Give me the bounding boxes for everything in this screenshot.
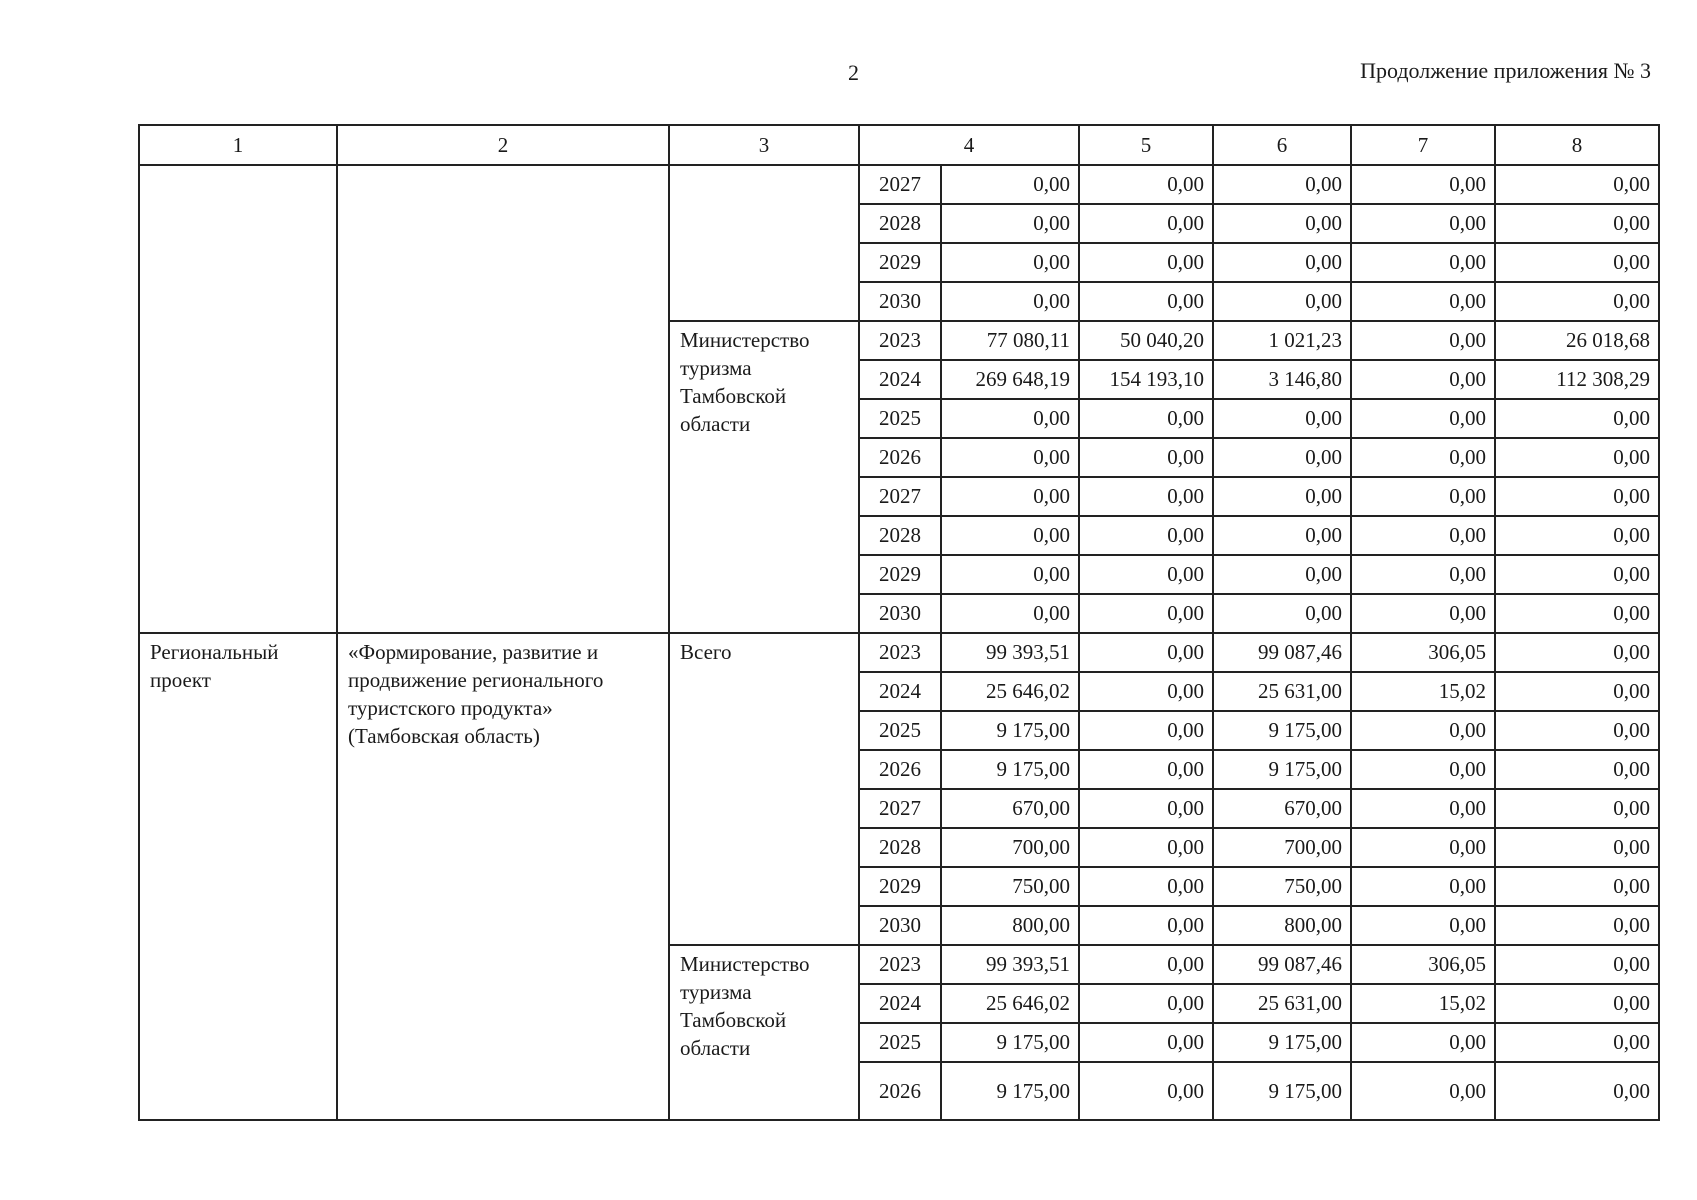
year-cell: 2023 xyxy=(859,633,941,672)
year-cell: 2030 xyxy=(859,282,941,321)
amount-cell-v6: 0,00 xyxy=(1213,477,1351,516)
column-header: 8 xyxy=(1495,125,1659,165)
amount-cell-v6: 3 146,80 xyxy=(1213,360,1351,399)
amount-cell-v8: 0,00 xyxy=(1495,789,1659,828)
amount-cell-v8: 0,00 xyxy=(1495,399,1659,438)
amount-cell-v6: 9 175,00 xyxy=(1213,711,1351,750)
amount-cell-v8: 0,00 xyxy=(1495,867,1659,906)
amount-cell-v8: 0,00 xyxy=(1495,828,1659,867)
responsible-entity-cell: Всего xyxy=(669,633,859,945)
amount-cell-v4: 9 175,00 xyxy=(941,750,1079,789)
project-type-cell: Региональный проект xyxy=(139,633,337,1120)
amount-cell-v4: 0,00 xyxy=(941,438,1079,477)
column-header: 4 xyxy=(859,125,1079,165)
amount-cell-v5: 0,00 xyxy=(1079,828,1213,867)
amount-cell-v8: 0,00 xyxy=(1495,204,1659,243)
column-header: 6 xyxy=(1213,125,1351,165)
amount-cell-v4: 0,00 xyxy=(941,594,1079,633)
column-header: 7 xyxy=(1351,125,1495,165)
amount-cell-v5: 0,00 xyxy=(1079,750,1213,789)
amount-cell-v4: 77 080,11 xyxy=(941,321,1079,360)
year-cell: 2028 xyxy=(859,516,941,555)
amount-cell-v8: 0,00 xyxy=(1495,282,1659,321)
amount-cell-v8: 0,00 xyxy=(1495,438,1659,477)
year-cell: 2030 xyxy=(859,906,941,945)
amount-cell-v6: 25 631,00 xyxy=(1213,672,1351,711)
year-cell: 2030 xyxy=(859,594,941,633)
column-header: 5 xyxy=(1079,125,1213,165)
amount-cell-v7: 0,00 xyxy=(1351,321,1495,360)
year-cell: 2027 xyxy=(859,477,941,516)
amount-cell-v8: 0,00 xyxy=(1495,477,1659,516)
amount-cell-v8: 0,00 xyxy=(1495,906,1659,945)
amount-cell-v5: 0,00 xyxy=(1079,438,1213,477)
amount-cell-v4: 670,00 xyxy=(941,789,1079,828)
amount-cell-v5: 0,00 xyxy=(1079,1062,1213,1120)
amount-cell-v5: 0,00 xyxy=(1079,165,1213,204)
amount-cell-v5: 0,00 xyxy=(1079,672,1213,711)
table-row xyxy=(139,633,1659,672)
table-body xyxy=(139,165,1659,1120)
funding-table xyxy=(138,124,1660,1121)
amount-cell-v4: 0,00 xyxy=(941,477,1079,516)
amount-cell-v7: 0,00 xyxy=(1351,906,1495,945)
amount-cell-v5: 0,00 xyxy=(1079,555,1213,594)
amount-cell-v7: 0,00 xyxy=(1351,1062,1495,1120)
amount-cell-v5: 0,00 xyxy=(1079,633,1213,672)
amount-cell-v7: 0,00 xyxy=(1351,711,1495,750)
amount-cell-v7: 0,00 xyxy=(1351,516,1495,555)
amount-cell-v7: 306,05 xyxy=(1351,945,1495,984)
amount-cell-v5: 0,00 xyxy=(1079,789,1213,828)
amount-cell-v6: 9 175,00 xyxy=(1213,750,1351,789)
amount-cell-v7: 0,00 xyxy=(1351,282,1495,321)
amount-cell-v4: 800,00 xyxy=(941,906,1079,945)
amount-cell-v4: 9 175,00 xyxy=(941,1062,1079,1120)
year-cell: 2024 xyxy=(859,984,941,1023)
amount-cell-v5: 0,00 xyxy=(1079,204,1213,243)
amount-cell-v7: 15,02 xyxy=(1351,672,1495,711)
year-cell: 2023 xyxy=(859,321,941,360)
amount-cell-v4: 0,00 xyxy=(941,165,1079,204)
year-cell: 2027 xyxy=(859,789,941,828)
amount-cell-v7: 0,00 xyxy=(1351,243,1495,282)
year-cell: 2026 xyxy=(859,438,941,477)
amount-cell-v5: 0,00 xyxy=(1079,984,1213,1023)
amount-cell-v6: 99 087,46 xyxy=(1213,945,1351,984)
amount-cell-v7: 306,05 xyxy=(1351,633,1495,672)
column-header: 1 xyxy=(139,125,337,165)
year-cell: 2028 xyxy=(859,204,941,243)
amount-cell-v6: 700,00 xyxy=(1213,828,1351,867)
amount-cell-v6: 25 631,00 xyxy=(1213,984,1351,1023)
amount-cell-v5: 0,00 xyxy=(1079,867,1213,906)
amount-cell-v5: 0,00 xyxy=(1079,516,1213,555)
amount-cell-v4: 0,00 xyxy=(941,204,1079,243)
amount-cell-v5: 0,00 xyxy=(1079,594,1213,633)
amount-cell-v5: 0,00 xyxy=(1079,1023,1213,1062)
year-cell: 2023 xyxy=(859,945,941,984)
amount-cell-v8: 0,00 xyxy=(1495,243,1659,282)
amount-cell-v7: 0,00 xyxy=(1351,750,1495,789)
amount-cell-v4: 0,00 xyxy=(941,516,1079,555)
amount-cell-v4: 700,00 xyxy=(941,828,1079,867)
amount-cell-v4: 9 175,00 xyxy=(941,711,1079,750)
amount-cell-v7: 0,00 xyxy=(1351,360,1495,399)
amount-cell-v7: 0,00 xyxy=(1351,555,1495,594)
amount-cell-v7: 0,00 xyxy=(1351,789,1495,828)
amount-cell-v7: 0,00 xyxy=(1351,828,1495,867)
amount-cell-v8: 0,00 xyxy=(1495,672,1659,711)
amount-cell-v5: 0,00 xyxy=(1079,906,1213,945)
amount-cell-v8: 0,00 xyxy=(1495,165,1659,204)
amount-cell-v8: 0,00 xyxy=(1495,594,1659,633)
amount-cell-v8: 0,00 xyxy=(1495,945,1659,984)
year-cell: 2028 xyxy=(859,828,941,867)
amount-cell-v7: 0,00 xyxy=(1351,204,1495,243)
year-cell: 2025 xyxy=(859,399,941,438)
amount-cell-v4: 99 393,51 xyxy=(941,945,1079,984)
amount-cell-v7: 0,00 xyxy=(1351,165,1495,204)
amount-cell-v5: 0,00 xyxy=(1079,282,1213,321)
responsible-entity-cell: Министерство туризма Тамбовской области xyxy=(669,321,859,633)
amount-cell-v7: 0,00 xyxy=(1351,594,1495,633)
amount-cell-v6: 670,00 xyxy=(1213,789,1351,828)
project-name-cell xyxy=(337,165,669,633)
amount-cell-v8: 0,00 xyxy=(1495,711,1659,750)
amount-cell-v7: 0,00 xyxy=(1351,867,1495,906)
amount-cell-v4: 9 175,00 xyxy=(941,1023,1079,1062)
year-cell: 2024 xyxy=(859,672,941,711)
amount-cell-v6: 0,00 xyxy=(1213,282,1351,321)
year-cell: 2025 xyxy=(859,711,941,750)
year-cell: 2029 xyxy=(859,867,941,906)
amount-cell-v5: 0,00 xyxy=(1079,399,1213,438)
amount-cell-v4: 269 648,19 xyxy=(941,360,1079,399)
amount-cell-v7: 15,02 xyxy=(1351,984,1495,1023)
amount-cell-v6: 750,00 xyxy=(1213,867,1351,906)
amount-cell-v8: 0,00 xyxy=(1495,516,1659,555)
amount-cell-v4: 750,00 xyxy=(941,867,1079,906)
amount-cell-v5: 0,00 xyxy=(1079,477,1213,516)
column-header: 2 xyxy=(337,125,669,165)
amount-cell-v5: 50 040,20 xyxy=(1079,321,1213,360)
appendix-continuation-label: Продолжение приложения № 3 xyxy=(1360,58,1651,83)
amount-cell-v7: 0,00 xyxy=(1351,477,1495,516)
amount-cell-v6: 0,00 xyxy=(1213,204,1351,243)
year-cell: 2027 xyxy=(859,165,941,204)
amount-cell-v6: 1 021,23 xyxy=(1213,321,1351,360)
amount-cell-v5: 0,00 xyxy=(1079,243,1213,282)
amount-cell-v5: 0,00 xyxy=(1079,945,1213,984)
project-type-cell xyxy=(139,165,337,633)
responsible-entity-cell xyxy=(669,165,859,321)
year-cell: 2029 xyxy=(859,555,941,594)
amount-cell-v7: 0,00 xyxy=(1351,399,1495,438)
amount-cell-v8: 0,00 xyxy=(1495,633,1659,672)
amount-cell-v8: 26 018,68 xyxy=(1495,321,1659,360)
amount-cell-v6: 0,00 xyxy=(1213,243,1351,282)
amount-cell-v5: 0,00 xyxy=(1079,711,1213,750)
amount-cell-v6: 99 087,46 xyxy=(1213,633,1351,672)
year-cell: 2025 xyxy=(859,1023,941,1062)
amount-cell-v7: 0,00 xyxy=(1351,438,1495,477)
amount-cell-v8: 0,00 xyxy=(1495,750,1659,789)
column-number-row xyxy=(139,125,1659,165)
year-cell: 2026 xyxy=(859,1062,941,1120)
amount-cell-v6: 0,00 xyxy=(1213,165,1351,204)
project-name-cell: «Формирование, развитие и продвижение регионального туристского продукта» (Тамбовская область) xyxy=(337,633,669,1120)
year-cell: 2024 xyxy=(859,360,941,399)
amount-cell-v6: 0,00 xyxy=(1213,594,1351,633)
amount-cell-v6: 800,00 xyxy=(1213,906,1351,945)
year-cell: 2026 xyxy=(859,750,941,789)
responsible-entity-cell: Министерство туризма Тамбовской области xyxy=(669,945,859,1120)
page-number: 2 xyxy=(848,60,859,85)
amount-cell-v6: 9 175,00 xyxy=(1213,1062,1351,1120)
amount-cell-v4: 99 393,51 xyxy=(941,633,1079,672)
amount-cell-v4: 0,00 xyxy=(941,555,1079,594)
year-cell: 2029 xyxy=(859,243,941,282)
amount-cell-v7: 0,00 xyxy=(1351,1023,1495,1062)
amount-cell-v4: 0,00 xyxy=(941,399,1079,438)
amount-cell-v4: 0,00 xyxy=(941,282,1079,321)
amount-cell-v8: 112 308,29 xyxy=(1495,360,1659,399)
table-row xyxy=(139,165,1659,204)
amount-cell-v8: 0,00 xyxy=(1495,555,1659,594)
amount-cell-v4: 25 646,02 xyxy=(941,672,1079,711)
amount-cell-v6: 0,00 xyxy=(1213,399,1351,438)
amount-cell-v6: 0,00 xyxy=(1213,516,1351,555)
amount-cell-v6: 0,00 xyxy=(1213,438,1351,477)
amount-cell-v8: 0,00 xyxy=(1495,1023,1659,1062)
column-header: 3 xyxy=(669,125,859,165)
amount-cell-v6: 0,00 xyxy=(1213,555,1351,594)
amount-cell-v4: 25 646,02 xyxy=(941,984,1079,1023)
amount-cell-v8: 0,00 xyxy=(1495,1062,1659,1120)
amount-cell-v6: 9 175,00 xyxy=(1213,1023,1351,1062)
amount-cell-v4: 0,00 xyxy=(941,243,1079,282)
amount-cell-v8: 0,00 xyxy=(1495,984,1659,1023)
amount-cell-v5: 154 193,10 xyxy=(1079,360,1213,399)
